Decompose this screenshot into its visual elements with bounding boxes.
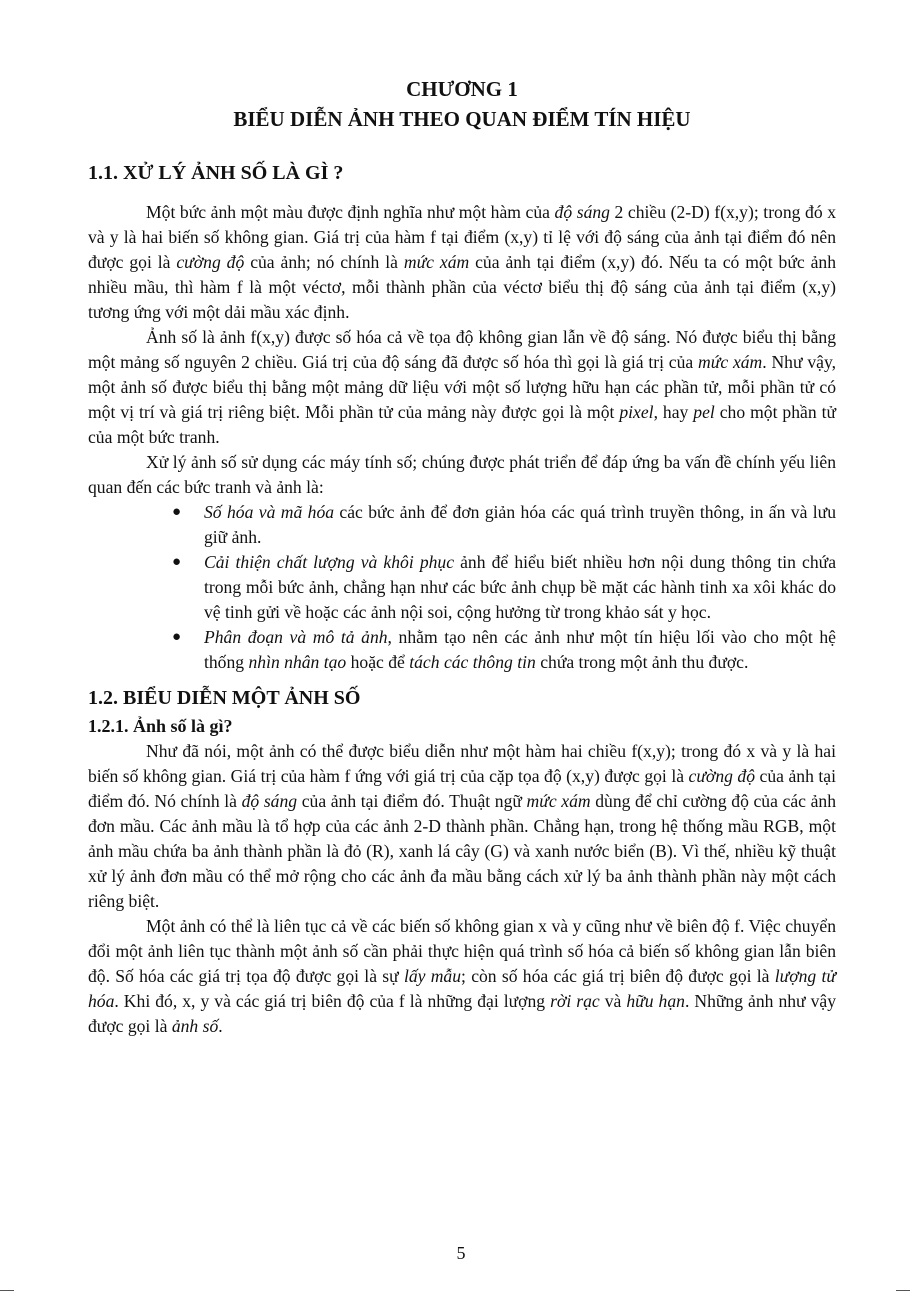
crop-mark (896, 1290, 910, 1291)
section-heading-1-2: 1.2. BIỂU DIỄN MỘT ẢNH SỐ (88, 687, 361, 709)
crop-mark (0, 1290, 14, 1291)
paragraph: Như đã nói, một ảnh có thể được biểu diễn như một hàm hai chiều f(x,y); trong đó x và y là hai biến số không gian. Giá trị của hàm f ứng với giá trị của cặp tọa độ (x,y) được gọi là cường độ của ảnh tại điểm đó. Nó chính là độ sáng của ảnh tại điểm đó. Thuật ngữ mức xám dùng để chỉ cường độ của các ảnh đơn mầu. Các ảnh mầu là tổ hợp của các ảnh 2-D thành phần. Chẳng hạn, trong hệ thống mầu RGB, một ảnh mầu chứa ba ảnh thành phần là đỏ (R), xanh lá cây (G) và xanh nước biển (B). Vì thế, nhiều kỹ thuật xử lý ảnh đơn mầu có thể mở rộng cho các ảnh đa mầu bằng cách xử lý ba ảnh thành phần này một cách riêng biệt. (88, 741, 836, 911)
bullet-icon: ● (172, 554, 182, 570)
paragraph: Xử lý ảnh số sử dụng các máy tính số; chúng được phát triển để đáp ứng ba vấn đề chính yếu liên quan đến các bức tranh và ảnh là: (88, 452, 836, 497)
bullet-list (88, 500, 836, 675)
subsection-heading-1-2-1: 1.2.1. Ảnh số là gì? (88, 716, 233, 736)
document-page (88, 74, 836, 1039)
page-number: 5 (456, 1243, 466, 1263)
paragraph: Một bức ảnh một màu được định nghĩa như một hàm của độ sáng 2 chiều (2-D) f(x,y); trong đó x và y là hai biến số không gian. Giá trị của hàm f tại điểm (x,y) tỉ lệ với độ sáng của ảnh tại điểm đó nên được gọi là cường độ của ảnh; nó chính là mức xám của ảnh tại điểm (x,y) đó. Nếu ta có một bức ảnh nhiều mầu, thì hàm f là một véctơ, mỗi thành phần của véctơ biểu thị độ sáng của ảnh tại điểm (x,y) tương ứng với một dải mầu xác định. (88, 202, 837, 322)
paragraph: Một ảnh có thể là liên tục cả về các biến số không gian x và y cũng như về biên độ f. Việc chuyển đổi một ảnh liên tục thành một ảnh số cần phải thực hiện quá trình số hóa cả biến số không gian lẫn biên độ. Số hóa các giá trị tọa độ được gọi là sự lấy mẫu; còn số hóa các giá trị biên độ được gọi là lượng tử hóa. Khi đó, x, y và các giá trị biên độ của f là những đại lượng rời rạc và hữu hạn. Những ảnh như vậy được gọi là ảnh số. (88, 916, 837, 1036)
paragraph: Ảnh số là ảnh f(x,y) được số hóa cả về tọa độ không gian lẫn về độ sáng. Nó được biểu thị bằng một mảng số nguyên 2 chiều. Giá trị của độ sáng đã được số hóa thì gọi là giá trị của mức xám. Như vậy, một ảnh số được biểu thị bằng một mảng dữ liệu với một số lượng hữu hạn các phần tử, mỗi phần tử có một vị trí và giá trị riêng biệt. Mỗi phần tử của mảng này được gọi là một pixel, hay pel cho một phần tử của một bức tranh. (88, 327, 836, 447)
list-item: ● Cải thiện chất lượng và khôi phục ảnh để hiểu biết nhiều hơn nội dung thông tin chứa trong mỗi bức ảnh, chẳng hạn như các bức ảnh chụp bề mặt các hành tinh xa xôi khác do vệ tinh gửi về hoặc các ảnh nội soi, cộng hưởng từ trong khảo sát y học. (172, 552, 837, 622)
list-item: ● Phân đoạn và mô tả ảnh, nhằm tạo nên các ảnh như một tín hiệu lối vào cho một hệ thống nhìn nhân tạo hoặc để tách các thông tin chứa trong một ảnh thu được. (172, 627, 836, 672)
section-heading-1-1: 1.1. XỬ LÝ ẢNH SỐ LÀ GÌ ? (88, 162, 344, 184)
bullet-icon: ● (172, 629, 182, 645)
list-item: ● Số hóa và mã hóa các bức ảnh để đơn giản hóa các quá trình truyền thông, in ấn và lưu giữ ảnh. (172, 502, 837, 547)
bullet-icon: ● (172, 504, 182, 520)
chapter-label: CHƯƠNG 1 (406, 77, 518, 101)
chapter-title: BIỂU DIỄN ẢNH THEO QUAN ĐIỂM TÍN HIỆU (233, 107, 691, 131)
